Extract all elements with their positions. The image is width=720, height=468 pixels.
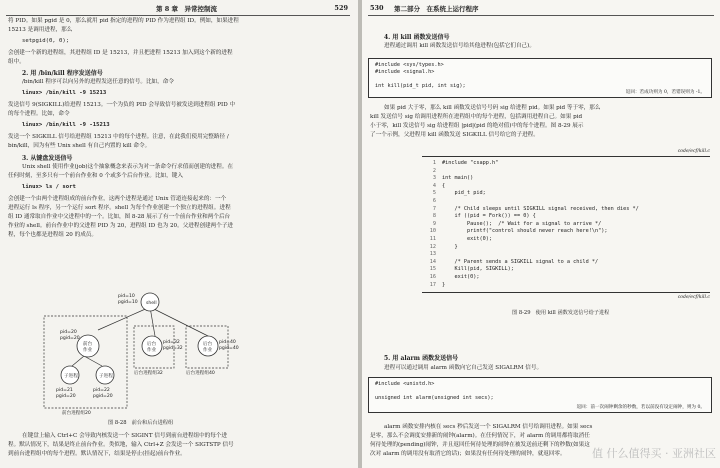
- paragraph-line: kill 发送信号 sig 给调用进程所在进程组中的每个进程，包括调用进程自己。如果 pid: [370, 114, 583, 120]
- code-line: [422, 221, 712, 229]
- shell-command: linux> /bin/kill -9 15213: [22, 90, 107, 96]
- paragraph-line: 15213 是调用进程，那么: [8, 27, 73, 33]
- line-text: {: [442, 182, 446, 189]
- paragraph-line: alarm 函数安排内核在 secs 秒后发送一个 SIGALRM 信号给调用进程。如果 secs: [384, 424, 593, 430]
- line-text: exit(0);: [442, 274, 480, 280]
- figure-caption: 图 8-28 前台和后台进程组: [108, 420, 174, 426]
- watermark: 值 什么值得买 · 亚洲社区: [592, 447, 716, 460]
- code-rule-top: [422, 156, 710, 157]
- line-number: 14: [429, 258, 436, 265]
- prototype-line: unsigned int alarm(unsigned int secs);: [375, 395, 494, 401]
- code-line: [422, 244, 712, 252]
- fg-parent-label: 前台: [83, 342, 93, 347]
- child-pid: pid=21: [56, 388, 73, 393]
- bg-job-label: 作业: [147, 348, 157, 353]
- paragraph-line: 在键盘上输入 Ctrl+C 会导致内核发送一个 SIGINT 信号到前台进程组中的每个进: [22, 433, 228, 439]
- code-line: [422, 175, 712, 183]
- paragraph-line: 作业的 shell。前台作业中的父进程 PID 为 20，进程组 ID 也为 20。父进程创建两个子进: [8, 223, 234, 229]
- paragraph-line: 进程可以通过调用 alarm 函数向它自己发送 SIGALRM 信号。: [384, 365, 543, 371]
- code-line: [422, 168, 712, 176]
- code-line: [422, 190, 712, 198]
- child-pid: pid=22: [93, 388, 110, 393]
- line-number: 2: [432, 167, 436, 174]
- figure-caption: 图 8-29 使用 kill 函数发送信号给子进程: [512, 310, 610, 316]
- paragraph-line: 到前台进程组中的每个进程。默认情况下，结果是停止(挂起)前台作业。: [8, 451, 186, 457]
- code-line: [422, 282, 712, 290]
- shell-label: shell: [146, 301, 157, 306]
- bg-job-label: 后台: [147, 342, 157, 347]
- right-page: [362, 0, 720, 468]
- return-note: 返回：前一次闹钟剩余的秒数，若以前没有设定闹钟，则为 0。: [576, 405, 705, 410]
- paragraph-line: 是零，那么不会调度安排新的闹钟(alarm)。在任何情况下，对 alarm 的调用都将取消任: [370, 433, 590, 439]
- shell-pid: pid=10: [118, 294, 135, 299]
- paragraph-line: 组中。: [8, 59, 25, 65]
- line-text: /* Parent sends a SIGKILL signal to a child */: [442, 258, 599, 265]
- process-group-diagram: [0, 0, 358, 468]
- paragraph-line: Unix shell 使用作业(job)这个抽象概念来表示为对一条命令行求值而创建的进程。在: [22, 164, 234, 170]
- line-text: if ((pid = Fork()) == 0) {: [442, 213, 536, 220]
- child-label: 子进程: [64, 374, 78, 379]
- paragraph-line: 发送信号 9(SIGKILL)给进程 15213。一个为负的 PID 会导致信号被发送到进程组 PID 中: [8, 102, 236, 108]
- code-line: [422, 236, 712, 244]
- paragraph-line: 任何时刻，至多只有一个前台作业和 0 个或多个后台作业。比如，键入: [8, 173, 183, 179]
- bg-job-pid: pid=40: [219, 340, 236, 345]
- code-rule-bottom: [422, 292, 710, 293]
- code-line: [422, 228, 712, 236]
- fg-parent-pid: pid=20: [60, 330, 77, 335]
- prototype-line: int kill(pid_t pid, int sig);: [375, 83, 466, 89]
- code-line: [422, 266, 712, 274]
- return-note: 返回：若成功则为 0，若错误则为 -1。: [625, 90, 705, 95]
- fg-group-label: 前台进程组20: [62, 411, 91, 416]
- paragraph-line: 将 PID。如果 pgid 是 0，那么就用 pid 指定的进程的 PID 作为进程组 ID。例如，如果进程: [8, 18, 239, 24]
- line-text: pid_t pid;: [442, 190, 486, 197]
- code-line: [422, 213, 712, 221]
- kill-prototype-box: [368, 58, 712, 98]
- paragraph-line: 何待处理的(pending)闹钟，并且返回任何待处理的闹钟在被发送前还剩下的秒数(如果这: [370, 442, 590, 448]
- prototype-line: #include <sys/types.h>: [375, 62, 444, 68]
- line-number: 6: [432, 198, 436, 204]
- line-number: 10: [429, 228, 436, 235]
- line-text: }: [442, 281, 446, 288]
- line-number: 15: [429, 266, 436, 273]
- line-number: 1: [432, 160, 436, 166]
- bg-job-label: 作业: [203, 348, 213, 353]
- paragraph-line: /bin/kill 程序可以向另外的进程发送任意的信号。比如，命令: [22, 79, 174, 85]
- paragraph-line: 次对 alarm 的调用没有取消它的话)；如果没有任何待处理的闹钟，就返回零。: [370, 451, 566, 457]
- code-line: [422, 160, 712, 168]
- prototype-line: #include <unistd.h>: [375, 381, 435, 387]
- paragraph-line: bin/kill，因为有些 Unix shell 有自己内置的 kill 命令。: [8, 143, 151, 149]
- code-inline: setpgid(0, 0);: [22, 38, 70, 44]
- code-line: [422, 274, 712, 282]
- line-number: 5: [432, 190, 436, 197]
- shell-pgid: pgid=10: [118, 300, 138, 305]
- code-line: [422, 206, 712, 214]
- alarm-prototype-box: [368, 377, 712, 413]
- paragraph-line: 的每个进程。比如，命令: [8, 111, 70, 117]
- fg-parent-label: 作业: [83, 348, 93, 353]
- code-filename: code/ecf/kill.c: [677, 295, 710, 300]
- paragraph-line: 程。默认情况下，结果是终止前台作业。类似地，输入 Ctrl+Z 会发送一个 SIGTSTP 信号: [8, 442, 234, 448]
- bg-group-label: 后台进程组40: [186, 371, 215, 376]
- child-pgid: pgid=20: [93, 394, 113, 399]
- section-heading: 5. 用 alarm 函数发送信号: [384, 355, 459, 362]
- line-number: 7: [432, 205, 436, 212]
- line-number: 9: [432, 220, 436, 227]
- chapter-title: 第 8 章 异常控制流: [156, 5, 218, 13]
- code-filename: code/ecf/kill.c: [677, 149, 710, 154]
- fg-parent-pgid: pgid=20: [60, 336, 80, 341]
- paragraph-line: 了一个示例，父进程用 kill 函数发送 SIGKILL 信号给它的子进程。: [370, 132, 539, 138]
- shell-command: linux> ls / sort: [22, 184, 76, 190]
- line-text: Kill(pid, SIGKILL);: [442, 266, 514, 273]
- line-text: exit(0);: [442, 236, 492, 242]
- line-text: int main(): [442, 175, 474, 182]
- line-number: 17: [429, 281, 436, 288]
- paragraph-line: 发送一个 SIGKILL 信号给进程组 15213 中的每个进程。注意，在此我们使用完整路径 /: [8, 134, 229, 140]
- line-text: printf("control should never reach here!\n");: [442, 228, 608, 235]
- page-number: 530: [370, 4, 384, 12]
- bg-job-pgid: pgid=40: [219, 346, 239, 351]
- line-text: #include "csapp.h": [442, 160, 499, 166]
- paragraph-line: 会创建一个由两个进程组成的前台作业，这两个进程是通过 Unix 管道连接起来的：一个: [8, 196, 227, 202]
- paragraph-line: 组 ID 通常取自作业中父进程中的一个。比如，图 8-28 展示了有一个前台作业和两个后台: [8, 214, 231, 220]
- line-text: Pause(); /* Wait for a signal to arrive */: [442, 220, 602, 227]
- bg-job-label: 后台: [203, 342, 213, 347]
- left-page: [0, 0, 358, 468]
- section-heading: 2. 用 /bin/kill 程序发送信号: [22, 70, 103, 77]
- line-number: 13: [429, 251, 436, 258]
- prototype-line: #include <signal.h>: [375, 69, 435, 75]
- code-line: [422, 183, 712, 191]
- paragraph-line: 如果 pid 大于零，那么 kill 函数发送信号号码 sig 给进程 pid。如果 pid 等于零，那么: [384, 105, 601, 111]
- code-line: [422, 251, 712, 259]
- paragraph-line: 进程通过调用 kill 函数发送信号给其他进程(包括它们自己)。: [384, 43, 535, 49]
- bg-job-pid: pid=32: [163, 340, 180, 345]
- bg-job-pgid: pgid=32: [163, 346, 183, 351]
- right-page-header: [368, 2, 714, 16]
- line-number: 4: [432, 182, 436, 189]
- line-number: 3: [432, 175, 436, 182]
- line-text: }: [442, 243, 458, 250]
- shell-command: linux> /bin/kill -9 -15213: [22, 122, 110, 128]
- code-line: [422, 198, 712, 206]
- section-heading: 3. 从键盘发送信号: [22, 155, 73, 162]
- paragraph-line: 会创建一个新的进程组，其进程组 ID 是 15213，并且把进程 15213 加入到这个新的进程: [8, 50, 233, 56]
- child-pgid: pgid=20: [56, 394, 76, 399]
- line-number: 8: [432, 213, 436, 220]
- line-number: 12: [429, 243, 436, 250]
- bg-group-label: 后台进程组32: [134, 371, 163, 376]
- section-heading: 4. 用 kill 函数发送信号: [384, 34, 450, 41]
- paragraph-line: 小于零，kill 发送信号 sig 给进程组 |pid|(pid 的绝对值)中的每个进程。图 8-29 展示: [370, 123, 584, 129]
- paragraph-line: 进程运行 ls 程序，另一个运行 sort 程序。shell 为每个作业创建一个独立的进程组。进程: [8, 205, 231, 211]
- line-number: 16: [429, 274, 436, 280]
- part-title: 第二部分 在系统上运行程序: [394, 5, 479, 13]
- line-text: /* Child sleeps until SIGKILL signal received, then dies */: [442, 205, 639, 212]
- code-line: [422, 259, 712, 267]
- paragraph-line: 程，每个也都是进程组 20 的成员。: [8, 232, 97, 238]
- child-label: 子进程: [99, 374, 113, 379]
- line-number: 11: [429, 236, 436, 242]
- page-number: 529: [334, 4, 348, 12]
